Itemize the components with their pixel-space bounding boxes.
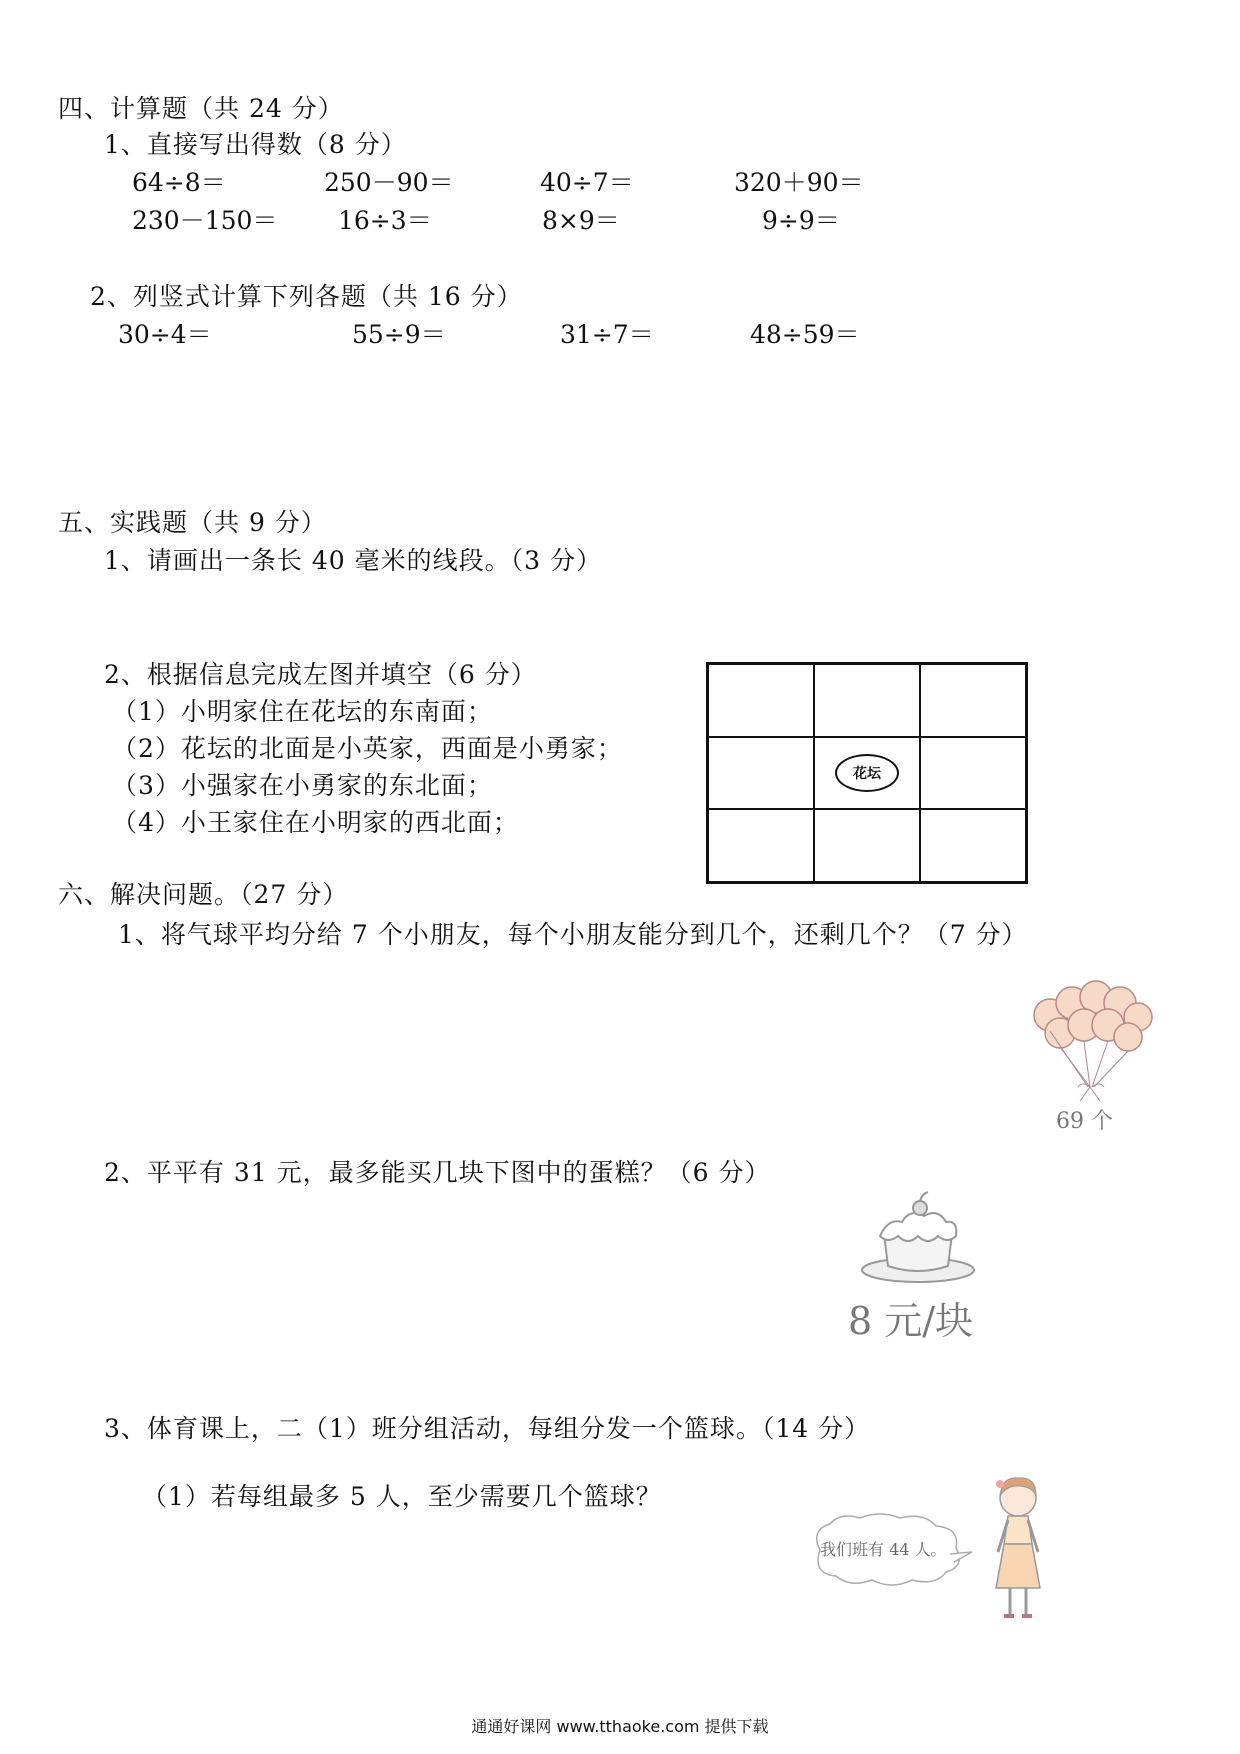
vertical-calc-item: 31÷7＝: [560, 320, 654, 349]
girl-icon: [978, 1472, 1058, 1622]
calc-item: 16÷3＝: [338, 206, 432, 235]
calc-item: 320＋90＝: [734, 168, 864, 197]
section5-q2-line: （3）小强家在小勇家的东北面；: [112, 771, 493, 800]
section6-q3: 3、体育课上，二（1）班分组活动，每组分发一个篮球。（14 分）: [104, 1414, 871, 1443]
section6-q3-sub1: （1）若每组最多 5 人，至少需要几个篮球？: [142, 1482, 662, 1511]
footer: 通通好课网 www.tthaoke.com 提供下载: [471, 1717, 769, 1736]
balloons-icon: [1020, 975, 1160, 1105]
vertical-calc-item: 30÷4＝: [118, 320, 212, 349]
section6-title: 六、解决问题。（27 分）: [58, 880, 349, 909]
cake-price-label: 8 元/块: [848, 1299, 974, 1343]
grid-cell: [708, 664, 814, 737]
section5-q2-title: 2、根据信息完成左图并填空（6 分）: [104, 660, 537, 689]
vertical-calc-item: 48÷59＝: [750, 320, 860, 349]
section4-title: 四、计算题（共 24 分）: [58, 94, 344, 123]
section5-q2-line: （4）小王家住在小明家的西北面；: [112, 808, 519, 837]
calc-item: 40÷7＝: [540, 168, 634, 197]
calc-item: 230－150＝: [132, 206, 278, 235]
grid-cell: [814, 809, 920, 882]
grid-cell: [920, 809, 1026, 882]
section6-q2: 2、平平有 31 元，最多能买几块下图中的蛋糕？（6 分）: [104, 1158, 771, 1187]
section5-title: 五、实践题（共 9 分）: [58, 508, 327, 537]
grid-cell: [814, 664, 920, 737]
calc-item: 8×9＝: [542, 206, 620, 235]
flower-bed-label: 花坛: [835, 754, 899, 792]
calc-item: 64÷8＝: [132, 168, 226, 197]
section4-q2-title: 2、列竖式计算下列各题（共 16 分）: [90, 282, 523, 311]
calc-item: 9÷9＝: [762, 206, 840, 235]
section4-q1-title: 1、直接写出得数（8 分）: [104, 130, 407, 159]
grid-cell: [708, 809, 814, 882]
grid-cell: [920, 737, 1026, 810]
balloon-count-label: 69 个: [1056, 1109, 1113, 1134]
grid-cell: [708, 737, 814, 810]
grid-cell: [920, 664, 1026, 737]
section6-q1: 1、将气球平均分给 7 个小朋友，每个小朋友能分到几个，还剩几个？（7 分）: [118, 920, 1028, 949]
cake-icon: [858, 1190, 978, 1290]
vertical-calc-item: 55÷9＝: [352, 320, 446, 349]
section5-q2-line: （2）花坛的北面是小英家，西面是小勇家；: [112, 734, 623, 763]
calc-item: 250－90＝: [324, 168, 454, 197]
section5-q1: 1、请画出一条长 40 毫米的线段。（3 分）: [104, 546, 602, 575]
section5-q2-line: （1）小明家住在花坛的东南面；: [112, 697, 493, 726]
grid-cell-center: [814, 737, 920, 810]
direction-grid: [706, 662, 1028, 884]
speech-bubble-text: 我们班有 44 人。: [820, 1540, 947, 1559]
